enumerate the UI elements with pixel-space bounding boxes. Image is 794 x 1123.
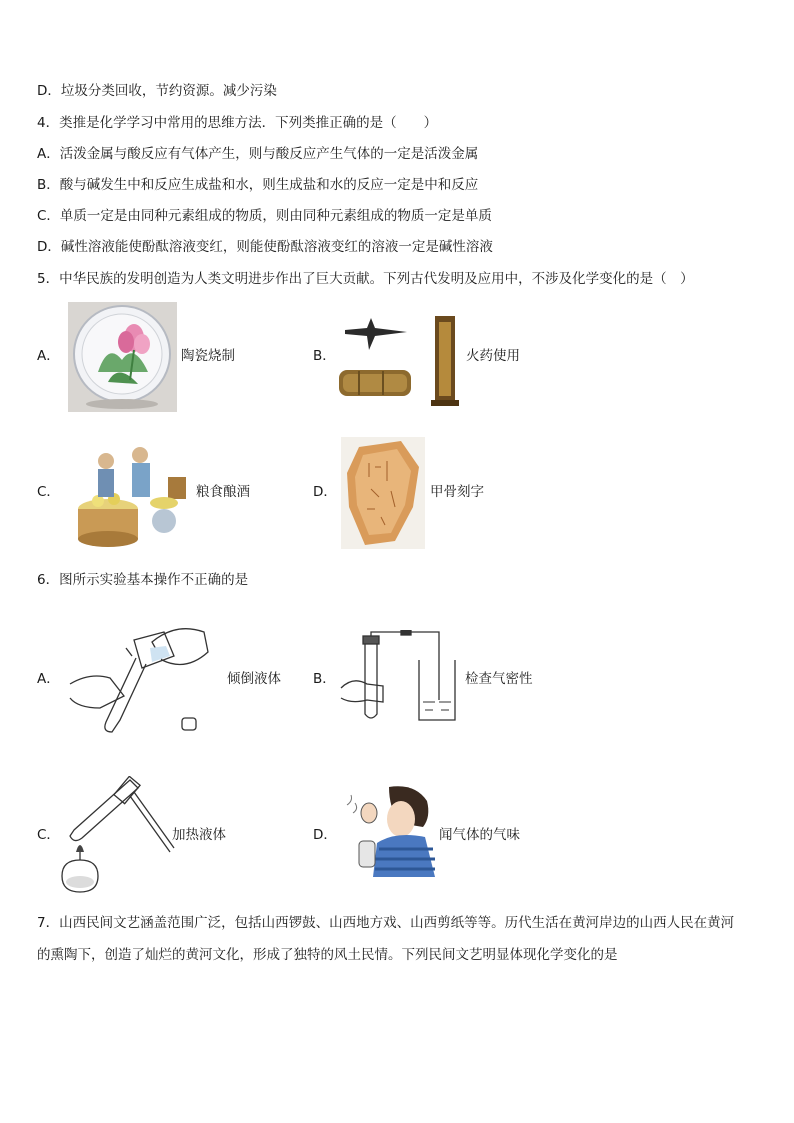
smelling-gas-image: [345, 783, 437, 879]
q6-option-c-letter: C．: [37, 827, 60, 843]
brewing-wine-image: [68, 441, 192, 549]
q5-stem: 5．中华民族的发明创造为人类文明进步作出了巨大贡献。下列古代发明及应用中，不涉及化学变化的是（ ）: [37, 271, 694, 287]
q4-option-d: D．碱性溶液能使酚酞溶液变红，则能使酚酞溶液变红的溶液一定是碱性溶液: [37, 239, 493, 255]
q5-option-a-letter: A．: [37, 348, 60, 364]
gunpowder-artifacts-image: [337, 314, 462, 410]
q5-option-d-letter: D．: [313, 484, 337, 500]
q6-option-b-caption: 检查气密性: [465, 671, 533, 687]
q3-option-d: D．垃圾分类回收，节约资源。减少污染: [37, 83, 277, 99]
q5-option-c-caption: 粮食酿酒: [196, 484, 250, 500]
q6-option-a-letter: A．: [37, 671, 60, 687]
q6-option-a-caption: 倾倒液体: [227, 671, 281, 687]
q4-option-c: C．单质一定是由同种元素组成的物质，则由同种元素组成的物质一定是单质: [37, 208, 492, 224]
q6-option-b-letter: B．: [313, 671, 336, 687]
q5-option-a-caption: 陶瓷烧制: [181, 348, 235, 364]
q6-stem: 6．图所示实验基本操作不正确的是: [37, 572, 249, 588]
q4-option-a: A．活泼金属与酸反应有气体产生，则与酸反应产生气体的一定是活泼金属: [37, 146, 479, 162]
q6-option-d-caption: 闻气体的气味: [439, 827, 520, 843]
q5-option-b-caption: 火药使用: [466, 348, 520, 364]
airtightness-check-image: [339, 630, 463, 724]
pouring-liquid-image: [66, 612, 212, 738]
porcelain-plate-image: [68, 302, 177, 412]
q5-option-d-caption: 甲骨刻字: [430, 484, 484, 500]
q4-option-b: B．酸与碱发生中和反应生成盐和水，则生成盐和水的反应一定是中和反应: [37, 177, 479, 193]
q6-option-d-letter: D．: [313, 827, 337, 843]
heating-liquid-image: [58, 776, 176, 896]
q4-stem: 4．类推是化学学习中常用的思维方法．下列类推正确的是（ ）: [37, 115, 438, 131]
q7-stem-line-2: 的熏陶下，创造了灿烂的黄河文化，形成了独特的风土民情。下列民间文艺明显体现化学变化的是: [37, 947, 618, 963]
q6-option-c-caption: 加热液体: [172, 827, 226, 843]
q5-option-b-letter: B．: [313, 348, 336, 364]
q5-option-c-letter: C．: [37, 484, 60, 500]
q7-stem-line-1: 7．山西民间文艺涵盖范围广泛，包括山西锣鼓、山西地方戏、山西剪纸等等。历代生活在黄河岸边的山西人民在黄河: [37, 915, 735, 931]
oracle-bone-image: [341, 437, 425, 549]
